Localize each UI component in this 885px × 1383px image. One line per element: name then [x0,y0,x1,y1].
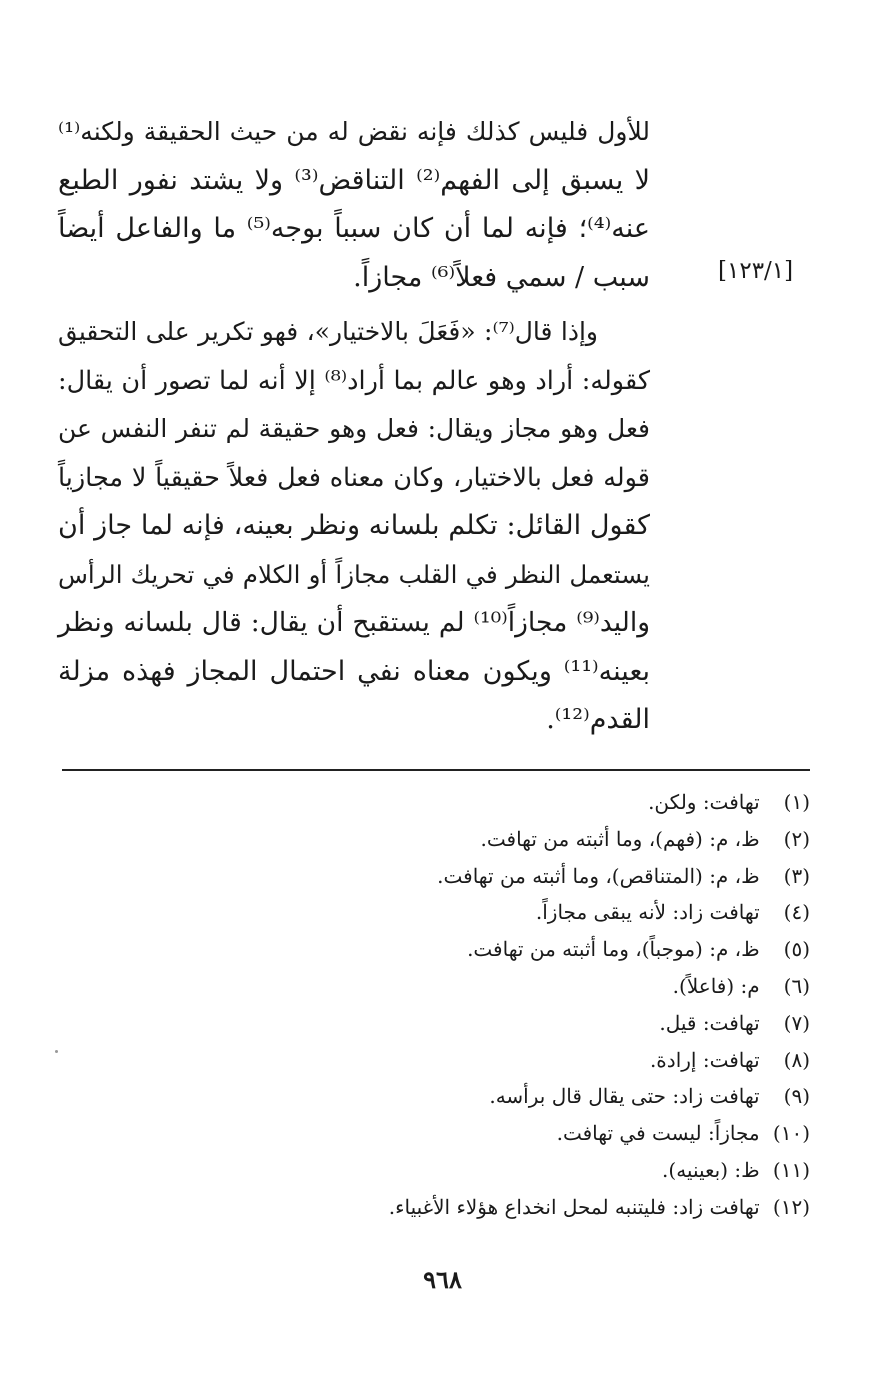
footnote-text: تهافت زاد: لأنه يبقى مجازاً. [535,900,760,925]
text-line: وإذا قال⁽⁷⁾: «فَعَلَ بالاختيار»، فهو تكرير على التحقيق [58,317,598,346]
footnote-number: (٤) [783,900,810,925]
main-text-body [58,108,650,745]
footnote [90,1042,810,1079]
text-line: كقوله: أراد وهو عالم بما أراد⁽⁸⁾ إلا أنه لما تصور أن يقال: [58,365,651,396]
footnotes-section [90,784,810,1226]
footnote-text: تهافت زاد: فليتنبه لمحل انخداع هؤلاء الأغبياء. [388,1194,760,1219]
footnote-number: (١) [783,790,810,814]
footnote-number: (٨) [783,1047,810,1072]
footnote-text: تهافت زاد: حتى يقال قال برأسه. [489,1084,760,1109]
text-line: سبب / سمي فعلاً⁽⁶⁾ مجازاً. [353,261,650,293]
footnote-text: تهافت: قيل. [659,1010,760,1035]
footnote-text: ظ، م: (موجباً)، وما أثبته من تهافت. [467,937,760,962]
margin-page-reference: [١٢٣/١] [718,258,794,284]
footnote [90,968,810,1005]
text-line: القدم⁽¹²⁾. [546,704,650,735]
footnote [90,1005,810,1042]
text-line: واليد⁽⁹⁾ مجازاً⁽¹⁰⁾ لم يستقبح أن يقال: قال بلسانه ونظر [58,607,650,638]
footnote-text: ظ: (بعينيه). [662,1157,760,1182]
text-line: عنه⁽⁴⁾؛ فإنه لما أن كان سبباً بوجه⁽⁵⁾ ما والفاعل أيضاً [58,213,650,244]
text-line: فعل وهو مجاز ويقال: فعل وهو حقيقة لم تنفر النفس عن [58,414,650,443]
footnote [90,784,810,821]
text-line: للأول فليس كذلك فإنه نقض له من حيث الحقيقة ولكنه⁽¹⁾ [58,117,650,146]
footnote-number: (١٢) [772,1194,810,1219]
footnote-number: (٣) [783,863,810,888]
footnote-number: (١٠) [772,1121,810,1146]
footnote-divider [62,769,810,771]
footnote-text: م: (فاعلاً). [672,973,760,998]
footnote-number: (٢) [783,826,810,851]
page-number: ٩٦٨ [423,1265,462,1294]
footnote [90,894,810,931]
footnote-number: (٥) [783,937,810,962]
text-line: بعينه⁽¹¹⁾ ويكون معناه نفي احتمال المجاز فهذه مزلة [58,655,650,687]
text-line: يستعمل النظر في القلب مجازاً أو الكلام في تحريك الرأس [58,559,650,589]
footnote-number: (٩) [783,1084,810,1109]
scan-speck [55,1050,58,1053]
footnote-text: ظ، م: (المتناقص)، وما أثبته من تهافت. [437,863,760,888]
footnote [90,858,810,895]
footnote-number: (٧) [783,1010,810,1035]
footnote-text: تهافت: إرادة. [649,1047,760,1072]
footnote [90,1152,810,1189]
footnote [90,1115,810,1152]
footnote-number: (١١) [772,1157,810,1182]
text-line: لا يسبق إلى الفهم⁽²⁾ التناقض⁽³⁾ ولا يشتد نفور الطبع [58,164,651,196]
footnote [90,1189,810,1226]
footnote-text: تهافت: ولكن. [648,790,760,814]
footnote-text: ظ، م: (فهم)، وما أثبته من تهافت. [480,826,760,851]
text-line: كقول القائل: تكلم بلسانه ونظر بعينه، فإنه لما جاز أن [58,510,650,541]
text-line: قوله فعل بالاختيار، وكان معناه فعل فعلاً حقيقياً لا مجازياً [58,462,650,493]
footnote-text: مجازاً: ليست في تهافت. [556,1121,760,1146]
footnote [90,931,810,968]
footnote [90,1078,810,1115]
footnote [90,821,810,858]
footnote-number: (٦) [783,973,810,998]
